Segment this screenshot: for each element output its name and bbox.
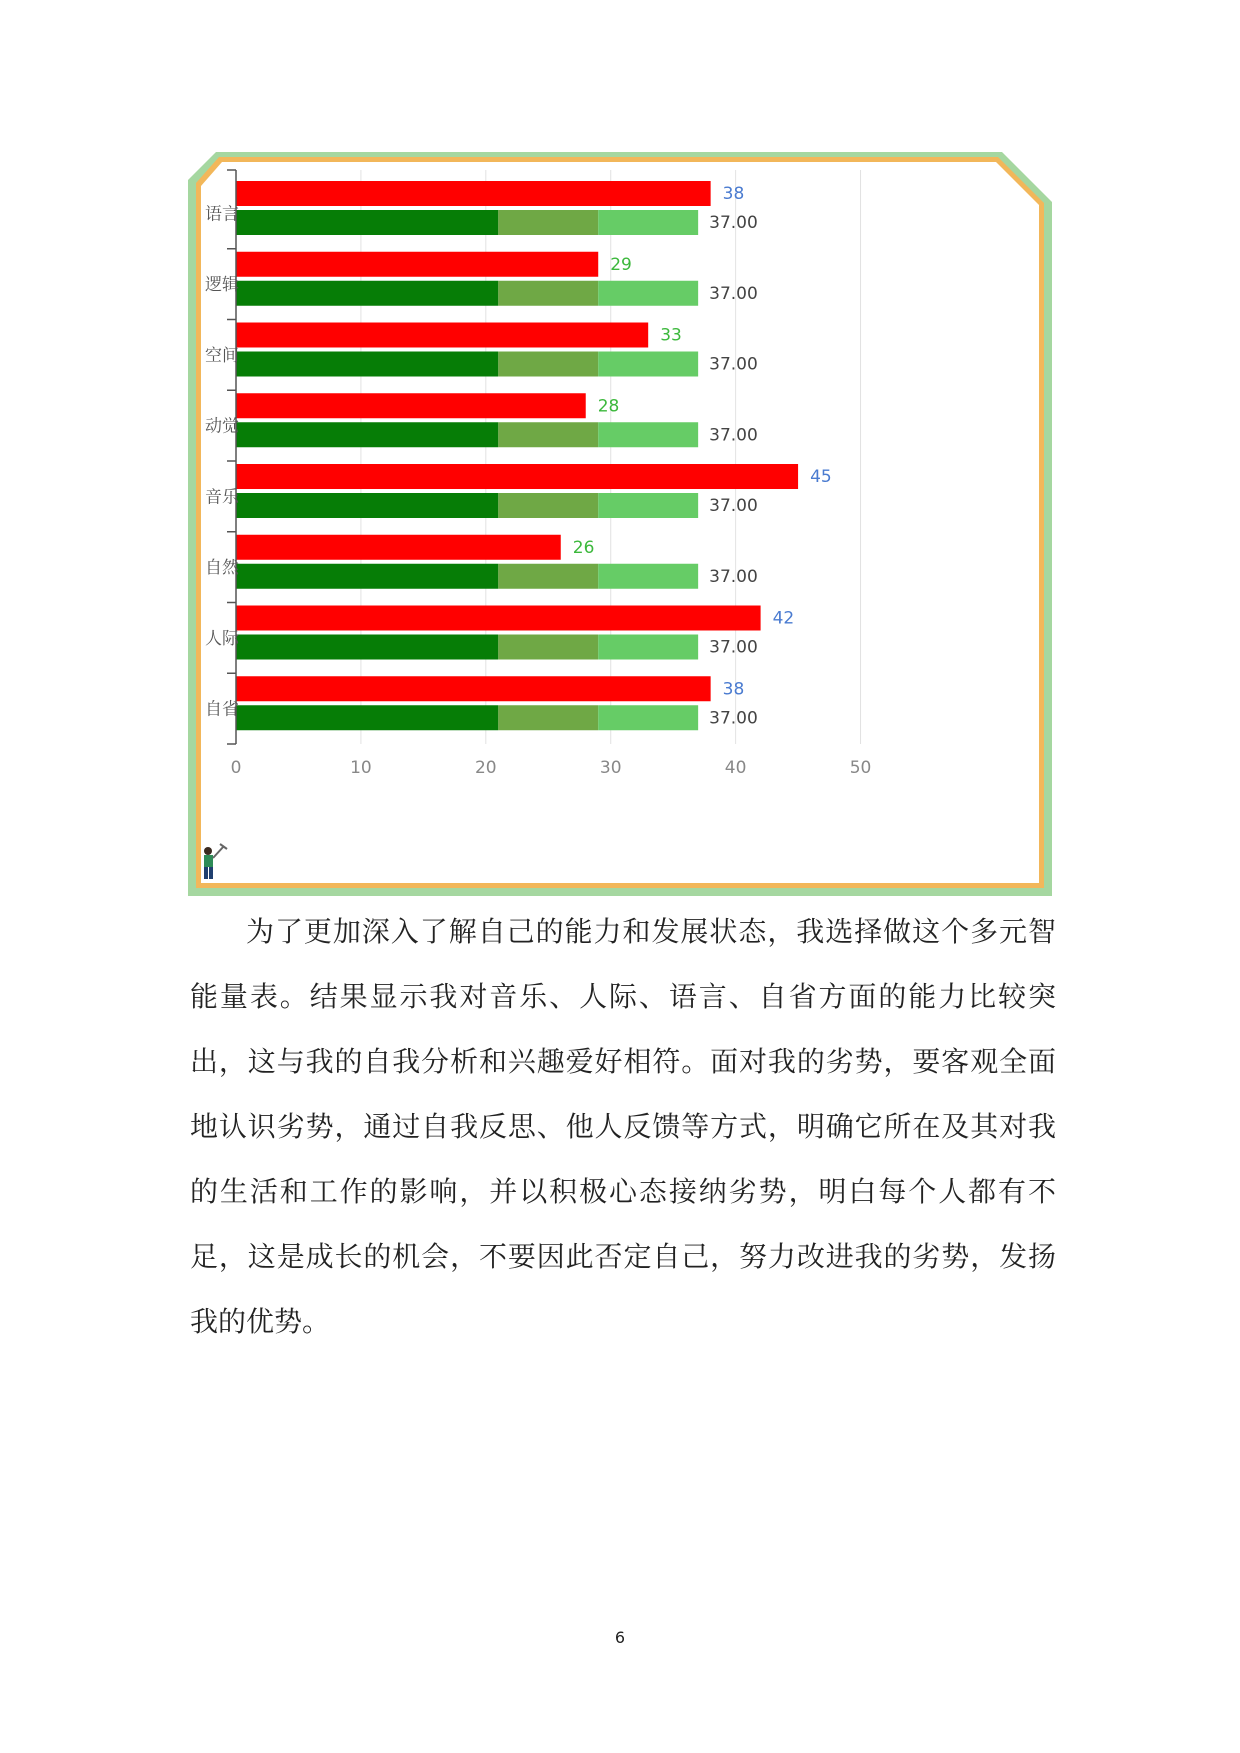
- score-value-label: 45: [810, 467, 832, 487]
- category-label: 人际: [205, 628, 239, 649]
- reference-value-label: 37.00: [709, 496, 758, 516]
- reference-band-1: [498, 422, 598, 447]
- reference-band-2: [598, 422, 698, 447]
- score-value-label: 28: [597, 396, 620, 417]
- reference-value-label: 37.00: [709, 213, 758, 233]
- reference-band-2: [598, 210, 698, 235]
- reference-band-0: [236, 564, 498, 589]
- score-bar: [236, 606, 761, 631]
- x-tick-label: 20: [474, 758, 497, 778]
- reference-value-label: 37.00: [709, 637, 758, 658]
- score-bar: [236, 535, 561, 560]
- chart-figure: [188, 152, 1052, 896]
- reference-band-0: [236, 281, 498, 306]
- reference-band-0: [236, 705, 498, 730]
- reference-band-2: [598, 705, 698, 730]
- x-tick-label: 10: [350, 758, 372, 778]
- reference-band-1: [498, 281, 598, 306]
- reference-value-label: 37.00: [709, 425, 758, 446]
- reference-band-0: [236, 635, 498, 660]
- reference-band-0: [236, 493, 498, 518]
- reference-value-label: 37.00: [709, 354, 758, 375]
- reference-band-0: [236, 422, 498, 447]
- body-paragraph: 为了更加深入了解自己的能力和发展状态，我选择做这个多元智能量表。结果显示我对音乐、人际、语言、自省方面的能力比较突出，这与我的自我分析和兴趣爱好相符。面对我的劣势，要客观全面地认识劣势，通过自我反思、他人反馈等方式，明确它所在及其对我的生活和工作的影响，并以积极心态接纳劣势，明白每个人都有不足，这是成长的机会，不要因此否定自己，努力改进我的劣势，发扬我的优势。: [190, 915, 1056, 1338]
- reference-band-1: [498, 352, 598, 377]
- category-label: 音乐: [205, 487, 239, 508]
- x-tick-label: 30: [599, 758, 622, 778]
- category-label: 空间: [205, 345, 239, 366]
- reference-band-0: [236, 210, 498, 235]
- score-value-label: 38: [722, 679, 745, 700]
- score-bar: [236, 181, 711, 206]
- score-value-label: 26: [572, 537, 595, 558]
- category-label: 自省: [205, 699, 239, 720]
- x-tick-label: 50: [849, 758, 872, 778]
- reference-value-label: 37.00: [709, 566, 758, 587]
- reference-band-2: [598, 493, 698, 518]
- reference-band-1: [498, 493, 598, 518]
- score-value-label: 42: [772, 608, 795, 629]
- reference-value-label: 37.00: [709, 283, 758, 304]
- score-bar: [236, 464, 798, 489]
- category-label: 动觉: [205, 416, 239, 437]
- reference-band-2: [598, 352, 698, 377]
- score-bar: [236, 393, 586, 418]
- category-label: 语言: [205, 204, 239, 225]
- score-bar: [236, 252, 598, 277]
- reference-value-label: 37.00: [709, 708, 758, 729]
- x-tick-label: 40: [724, 758, 747, 778]
- reference-band-2: [598, 635, 698, 660]
- score-value-label: 38: [722, 184, 745, 204]
- reference-band-1: [498, 210, 598, 235]
- reference-band-0: [236, 352, 498, 377]
- reference-band-1: [498, 635, 598, 660]
- page-number: 6: [614, 1628, 626, 1647]
- category-label: 逻辑: [205, 275, 239, 296]
- x-tick-label: 0: [230, 758, 242, 778]
- reference-band-2: [598, 281, 698, 306]
- reference-band-1: [498, 564, 598, 589]
- score-bar: [236, 676, 711, 701]
- category-label: 自然: [205, 558, 239, 579]
- reference-band-2: [598, 564, 698, 589]
- score-value-label: 29: [610, 254, 632, 275]
- reference-band-1: [498, 705, 598, 730]
- score-value-label: 33: [660, 325, 682, 346]
- score-bar: [236, 323, 648, 348]
